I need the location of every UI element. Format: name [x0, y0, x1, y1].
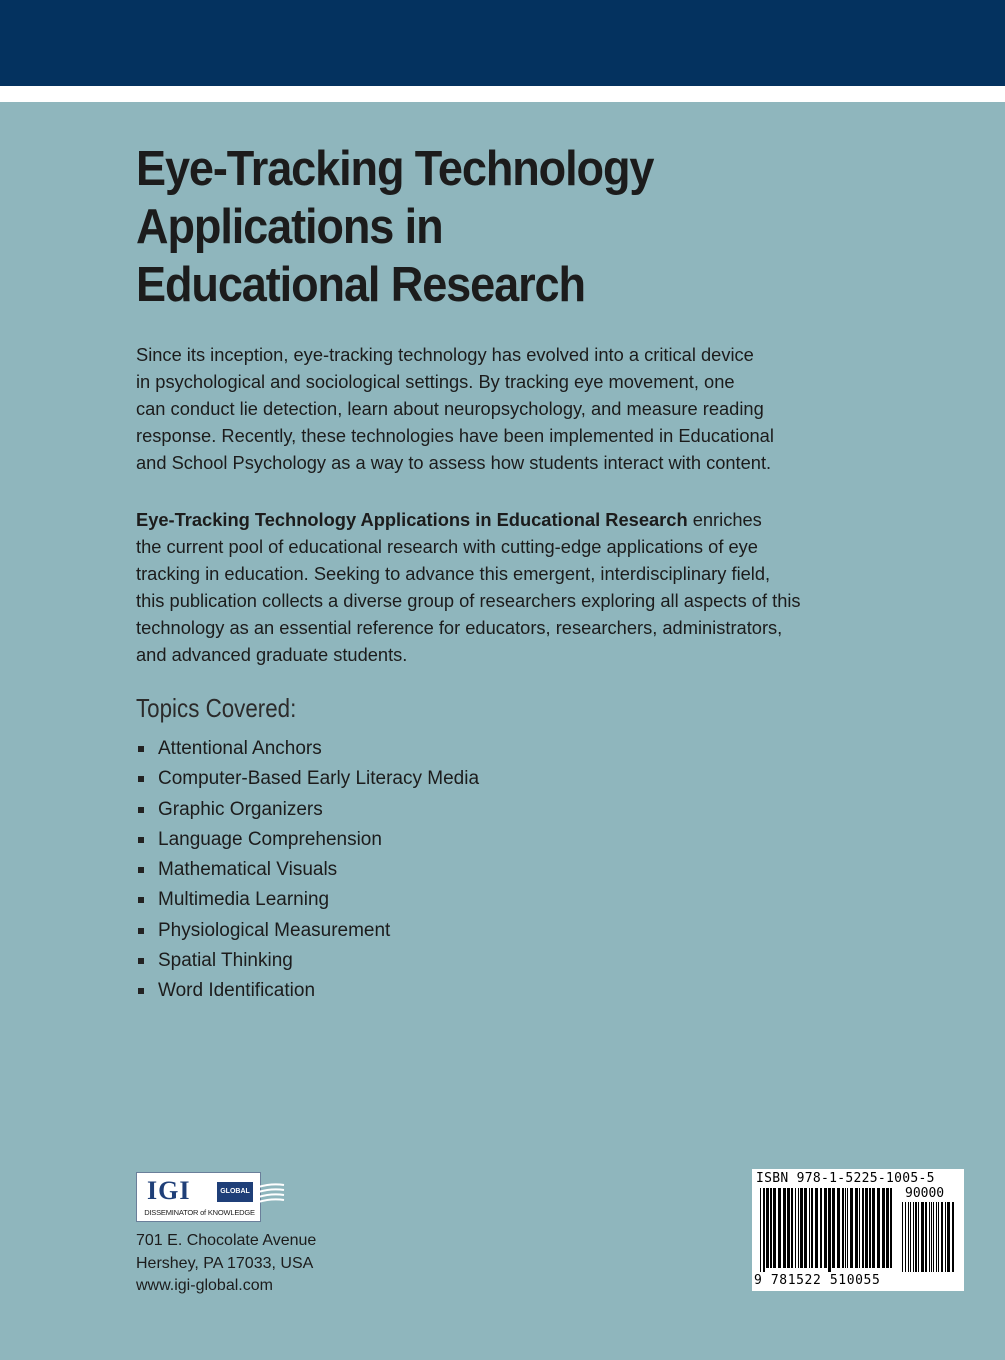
barcode-bar — [770, 1188, 772, 1268]
topic-item — [136, 946, 479, 976]
book-title-line: Educational Research — [136, 258, 585, 312]
barcode-bar — [832, 1188, 835, 1268]
logo-tagline: DISSEMINATOR of KNOWLEDGE — [144, 1208, 255, 1217]
topic-label: Language Comprehension — [158, 828, 382, 850]
barcode-addon-number: 90000 — [905, 1186, 945, 1201]
barcode-bar — [908, 1202, 909, 1272]
barcode-bar — [828, 1188, 831, 1272]
topic-item — [136, 916, 479, 946]
barcode-bar — [795, 1188, 796, 1268]
barcode-bar — [859, 1188, 860, 1268]
publisher-address — [136, 1230, 316, 1298]
barcode-bar — [820, 1188, 822, 1268]
barcode-bar — [910, 1202, 911, 1272]
barcode-bar — [877, 1188, 880, 1268]
square-bullet-icon — [138, 807, 144, 813]
topic-label: Spatial Thinking — [158, 950, 293, 972]
square-bullet-icon — [138, 928, 144, 934]
paragraph-line: the current pool of educational research with cutting-edge applications of eye — [136, 536, 758, 557]
paragraph-line: technology as an essential reference for educators, researchers, administrators, — [136, 617, 783, 638]
barcode-bar — [925, 1202, 927, 1272]
barcode-bar — [845, 1188, 846, 1268]
paragraph-line: and advanced graduate students. — [136, 644, 408, 665]
barcode-bar — [886, 1188, 889, 1268]
square-bullet-icon — [138, 958, 144, 964]
barcode-bar — [865, 1188, 868, 1268]
ean-digits: 9 781522 510055 — [754, 1273, 881, 1288]
barcode-bar — [952, 1202, 954, 1272]
paragraph-line: and School Psychology as a way to assess how students interact with content. — [136, 452, 772, 473]
top-color-band — [0, 0, 1005, 86]
topic-label: Mathematical Visuals — [158, 859, 338, 881]
description-paragraph-1 — [136, 341, 876, 476]
barcode-bar — [791, 1188, 793, 1268]
topic-item — [136, 855, 479, 885]
barcode-bar — [783, 1188, 786, 1268]
barcode-bar — [847, 1188, 848, 1268]
paragraph-text: enriches — [687, 509, 762, 530]
publisher-website: www.igi-global.com — [136, 1277, 273, 1294]
barcode-bar — [882, 1188, 885, 1268]
barcode-bar — [918, 1202, 919, 1272]
topic-label: Attentional Anchors — [158, 738, 322, 759]
barcode-bar — [941, 1202, 943, 1272]
topics-list — [136, 734, 479, 1007]
topic-item — [136, 734, 479, 764]
book-title-line: Eye-Tracking Technology — [136, 142, 654, 196]
barcode-bar — [936, 1202, 937, 1272]
paragraph-line: tracking in education. Seeking to advance this emergent, interdisciplinary field, — [136, 563, 771, 584]
book-title-line: Applications in — [136, 200, 443, 254]
barcode-bar — [902, 1202, 903, 1272]
barcode-bars — [760, 1188, 898, 1272]
description-paragraph-2 — [136, 506, 876, 668]
barcode-bar — [945, 1202, 946, 1272]
topics-heading: Topics Covered: — [136, 693, 297, 723]
barcode-bar — [862, 1188, 864, 1268]
topic-label: Word Identification — [158, 980, 316, 1002]
book-title-inline: Eye-Tracking Technology Applications in Educational Research — [136, 509, 688, 530]
topic-item — [136, 764, 479, 794]
barcode-bar — [766, 1188, 769, 1268]
square-bullet-icon — [138, 837, 144, 843]
barcode-addon-bars — [902, 1202, 958, 1272]
topic-item — [136, 825, 479, 855]
barcode-bar — [905, 1202, 906, 1272]
barcode-bar — [913, 1202, 914, 1272]
square-bullet-icon — [138, 746, 144, 752]
barcode-bar — [798, 1188, 799, 1268]
logo-swoosh-icon — [258, 1181, 286, 1217]
topic-label: Physiological Measurement — [158, 919, 391, 941]
barcode-bar — [778, 1188, 781, 1268]
barcode-bar — [869, 1188, 871, 1268]
barcode-bar — [811, 1188, 813, 1268]
barcode-bar — [837, 1188, 840, 1268]
isbn-number: ISBN 978-1-5225-1005-5 — [756, 1171, 935, 1186]
publisher-logo — [136, 1172, 261, 1222]
barcode-bar — [809, 1188, 810, 1268]
topic-label: Graphic Organizers — [158, 798, 323, 820]
logo-mark: IGI — [147, 1176, 191, 1205]
paragraph-line: this publication collects a diverse group of researchers exploring all aspects of this — [136, 590, 801, 611]
barcode-bar — [800, 1188, 803, 1268]
square-bullet-icon — [138, 776, 144, 782]
isbn-barcode — [752, 1169, 964, 1291]
barcode-bar — [915, 1202, 917, 1272]
barcode-bar — [933, 1202, 934, 1272]
topic-item — [136, 885, 479, 915]
address-line: Hershey, PA 17033, USA — [136, 1254, 314, 1272]
paragraph-line: in psychological and sociological settings. By tracking eye movement, one — [136, 371, 735, 392]
book-title — [136, 140, 780, 314]
barcode-bar — [842, 1188, 844, 1268]
topic-label: Computer-Based Early Literacy Media — [158, 768, 480, 790]
paragraph-line — [136, 506, 876, 533]
barcode-bar — [929, 1202, 930, 1272]
barcode-bar — [938, 1202, 939, 1272]
paragraph-line: Since its inception, eye-tracking technology has evolved into a critical device — [136, 344, 754, 365]
barcode-bar — [787, 1188, 790, 1268]
topic-item — [136, 976, 479, 1006]
address-line: 701 E. Chocolate Avenue — [136, 1232, 317, 1249]
barcode-bar — [890, 1188, 892, 1268]
barcode-bar — [824, 1188, 827, 1268]
barcode-bar — [921, 1202, 924, 1272]
barcode-bar — [763, 1188, 765, 1272]
barcode-bar — [773, 1188, 776, 1268]
topic-label: Multimedia Learning — [158, 889, 330, 911]
paragraph-line: response. Recently, these technologies have been implemented in Educational — [136, 425, 774, 446]
barcode-bar — [815, 1188, 818, 1268]
logo-badge: GLOBAL — [217, 1182, 253, 1202]
square-bullet-icon — [138, 897, 144, 903]
barcode-bar — [855, 1188, 858, 1268]
barcode-bar — [760, 1188, 761, 1272]
square-bullet-icon — [138, 988, 144, 994]
barcode-bar — [850, 1188, 853, 1268]
paragraph-line: can conduct lie detection, learn about neuropsychology, and measure reading — [136, 398, 764, 419]
barcode-bar — [872, 1188, 875, 1268]
topic-item — [136, 795, 479, 825]
barcode-bar — [947, 1202, 950, 1272]
barcode-bar — [931, 1202, 932, 1272]
barcode-bar — [804, 1188, 807, 1268]
square-bullet-icon — [138, 867, 144, 873]
